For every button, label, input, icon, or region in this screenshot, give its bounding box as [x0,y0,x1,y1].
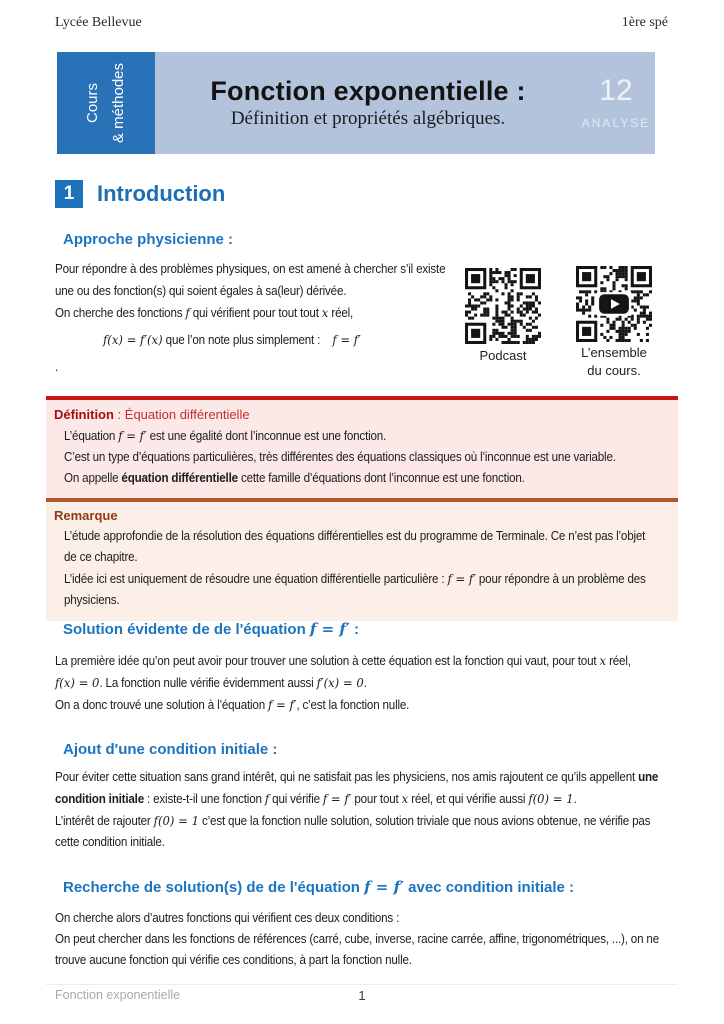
subsection-recherche-heading: Recherche de solution(s) de de l'équation f = f′ avec condition initiale : [63,878,575,896]
text-line: On appelle équation différentielle cette famille d’équations dont l’inconnue est une fonction. [64,471,525,485]
text-line: cette condition initiale. [55,835,165,849]
chapter-title: Fonction exponentielle : [210,76,526,106]
text-line: physiciens. [64,593,120,607]
text-line: Pour répondre à des problèmes physiques, on est amené à chercher s’il existe [55,262,446,276]
definition-box-title [54,405,668,425]
section-number-badge: 1 [55,180,83,208]
page-number: 1 [358,988,366,1003]
subsection-solution-heading: Solution évidente de de l'équation f = f′ : [63,620,359,638]
qr-course-label-2: du cours. [587,363,641,378]
solution-paragraph [55,650,674,716]
recherche-paragraph [55,908,704,971]
text-line: une ou des fonction(s) qui soient égales à sa(leur) dérivée. [55,283,347,298]
definition-box [46,396,678,498]
text-line: L’étude approfondie de la résolution des équations différentielles est du programme de Terminale. Ce n’est pas l’objet [64,529,646,543]
qr-code-course [576,266,652,342]
text-line: L’idée ici est uniquement de résoudre une équation différentielle particulière : f = f′ pour répondre à un problème des [64,571,646,586]
displayed-equation: f(x) = f′(x) que l’on note plus simplement : f = f′ [103,332,361,347]
text-line: C’est un type d’équations particulières, très différentes des équations classiques où l’inconnue est une variable. [64,450,616,464]
header-level: 1ère spé [621,15,668,30]
sidebar-line-1: Cours [83,82,101,124]
remark-box-title: Remarque [54,508,118,523]
chapter-banner [57,52,655,154]
chapter-number: 12 [599,74,633,107]
text-line: trouve aucune fonction qui vérifie ces conditions, à part la fonction nulle. [55,953,412,967]
banner-sidebar-label [80,63,133,143]
stray-period: . [55,360,59,374]
definition-keyword: Définition [54,407,114,422]
text-line: On cherche alors d’autres fonctions qui vérifient ces deux conditions : [55,911,400,925]
header-school: Lycée Bellevue [55,15,142,30]
section-heading [55,180,225,208]
definition-subject: : Équation différentielle [113,407,250,422]
text-line: de ce chapitre. [64,550,138,564]
footer-divider [46,984,678,985]
definition-box-body [54,425,668,489]
chapter-subtitle: Définition et propriétés algébriques. [230,108,506,129]
text-line: Pour éviter cette situation sans grand intérêt, qui ne satisfait pas les physiciens, nos amis rajoutent ce qu’ils appellent une [55,770,659,784]
footer-title: Fonction exponentielle [55,988,181,1002]
intro-paragraph [55,259,475,325]
text-line: L’équation f = f′ est une égalité dont l’inconnue est une fonction. [64,428,387,443]
subsection-approche-heading: Approche physicienne : [63,231,234,248]
qr-course-label-1: L’ensemble [581,345,647,360]
remark-box [46,498,678,621]
chapter-number-block [581,52,655,154]
qr-podcast-label: Podcast [479,348,527,363]
qr-code-podcast [465,268,541,344]
banner-title-block [155,52,581,154]
text-line: On a donc trouvé une solution à l’équation f = f′, c’est la fonction nulle. [55,697,410,712]
section-title: Introduction [97,181,226,206]
sidebar-line-2: & méthodes [110,62,127,144]
text-line: La première idée qu’on peut avoir pour trouver une solution à cette équation est la fonction qui vaut, pour tout x réel, [55,653,631,668]
subsection-condition-heading: Ajout d'une condition initiale : [63,741,278,758]
page-header [55,15,668,31]
chapter-category: ANALYSE [581,116,651,130]
text-line: f(x) = 0. La fonction nulle vérifie évidemment aussi f′(x) = 0. [55,675,367,690]
remark-box-body [54,526,668,611]
text-line: L’intérêt de rajouter f(0) = 1 c’est que la fonction nulle solution, solution triviale que nous avions obtenue, ne vérifie pas [55,813,651,828]
banner-sidebar [57,52,155,154]
text-line: On cherche des fonctions f qui vérifient pour tout tout x réel, [55,305,354,320]
text-line: condition initiale : existe-t-il une fonction f qui vérifie f = f′ pour tout x réel, et qui vérifie aussi f(0) = 1. [55,791,577,806]
condition-paragraph [55,767,704,853]
text-line: On peut chercher dans les fonctions de références (carré, cube, inverse, racine carrée, affine, trigonométriques, ...), on ne [55,932,659,946]
